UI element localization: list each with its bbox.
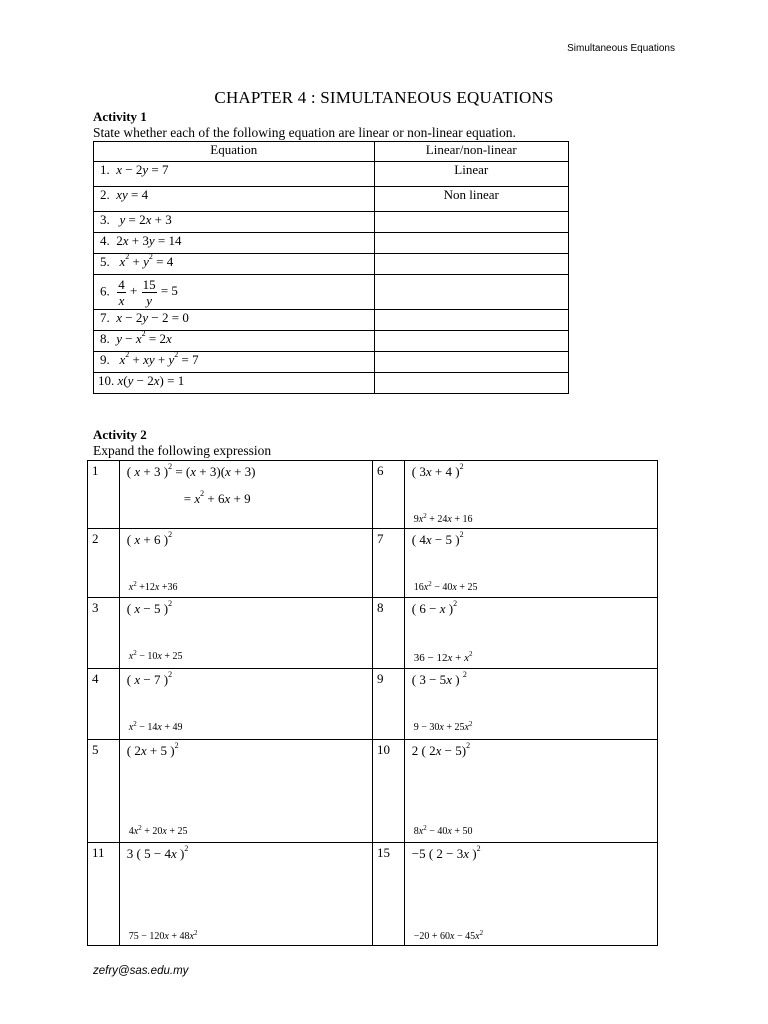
equation: $x^2 + y^2 = 4$ <box>119 252 174 269</box>
answer: $x^2 - 10x + 25$ <box>128 649 183 662</box>
table-row <box>88 461 658 529</box>
activity-1-table <box>93 141 569 394</box>
row-number: 7. <box>100 310 110 325</box>
work-cell[interactable] <box>119 529 372 598</box>
question: ( 4x − 5 )$^2$ <box>411 530 464 547</box>
question: 2 ( 2x − 5)$^2$ <box>411 741 471 758</box>
activity-2-instruction: Expand the following expression <box>93 443 272 458</box>
item-number: 2 <box>88 529 120 598</box>
table-row <box>94 275 569 310</box>
answer: $9x^2 + 24x + 16$ <box>413 512 473 525</box>
table-row <box>94 373 569 394</box>
work-cell[interactable] <box>404 598 657 669</box>
table-row <box>88 669 658 740</box>
item-number: 9 <box>372 669 404 740</box>
question: ( x + 6 )$^2$ <box>126 530 173 547</box>
answer-cell[interactable] <box>374 352 568 373</box>
running-header: Simultaneous Equations <box>567 43 675 54</box>
activity-1-heading: Activity 1 <box>93 109 147 124</box>
answer-cell[interactable] <box>374 275 568 310</box>
table-row <box>88 843 658 946</box>
table-row <box>94 187 569 212</box>
equation: x − 2y = 7 <box>116 162 169 177</box>
equation: $y - x^2 = 2x$ <box>116 329 172 346</box>
activity-2-heading: Activity 2 <box>93 427 147 442</box>
equation: y = 2x + 3 <box>119 212 172 227</box>
answer: $-20 + 60x - 45x^2$ <box>413 929 484 942</box>
equation: x(y − 2x) = 1 <box>117 373 185 388</box>
question: ( x − 7 )$^2$ <box>126 670 173 687</box>
work-cell <box>119 461 372 529</box>
answer-cell: Linear <box>374 162 568 187</box>
answer-cell[interactable] <box>374 212 568 233</box>
question: −5 ( 2 − 3x )$^2$ <box>411 844 481 861</box>
equation: xy = 4 <box>116 187 149 202</box>
item-number: 4 <box>88 669 120 740</box>
table-row <box>94 310 569 331</box>
work-cell[interactable] <box>119 740 372 843</box>
question: ( 2x + 5 )$^2$ <box>126 741 179 758</box>
question: ( x + 3 )$^2$ = (x + 3)(x + 3) <box>126 462 256 479</box>
row-number: 5. <box>100 254 110 269</box>
work-cell[interactable] <box>404 669 657 740</box>
work-cell[interactable] <box>404 740 657 843</box>
row-number: 3. <box>100 212 110 227</box>
column-header-classification: Linear/non-linear <box>374 142 568 162</box>
answer: $x^2 +12x +36$ <box>128 580 178 593</box>
table-row <box>88 598 658 669</box>
table-row <box>88 740 658 843</box>
table-row <box>94 331 569 352</box>
question: ( 3 − 5x ) $^2$ <box>411 670 467 687</box>
answer: $75 - 120x + 48x^2$ <box>128 929 198 942</box>
question: ( 6 − x )$^2$ <box>411 599 458 616</box>
equation: x − 2y − 2 = 0 <box>116 310 189 325</box>
answer-cell: Non linear <box>374 187 568 212</box>
answer: $x^2 - 14x + 49$ <box>128 720 183 733</box>
item-number: 1 <box>88 461 120 529</box>
activity-2-table <box>87 460 658 946</box>
item-number: 11 <box>88 843 120 946</box>
table-row <box>94 254 569 275</box>
table-row <box>94 212 569 233</box>
table-row <box>94 162 569 187</box>
row-number: 6. <box>100 282 110 298</box>
answer: $9 - 30x + 25x^2$ <box>413 720 473 733</box>
table-row <box>94 233 569 254</box>
item-number: 6 <box>372 461 404 529</box>
work-cell[interactable] <box>119 598 372 669</box>
activity-1-instruction: State whether each of the following equation are linear or non-linear equation. <box>93 125 516 140</box>
item-number: 3 <box>88 598 120 669</box>
item-number: 7 <box>372 529 404 598</box>
answer: $36 - 12x + x^2$ <box>413 650 473 664</box>
question: 3 ( 5 − 4x )$^2$ <box>126 844 189 861</box>
chapter-title: CHAPTER 4 : SIMULTANEOUS EQUATIONS <box>214 88 554 107</box>
equation: 2x + 3y = 14 <box>116 233 182 248</box>
answer: $4x^2 + 20x + 25$ <box>128 824 188 837</box>
question: ( x − 5 )$^2$ <box>126 599 173 616</box>
answer: $8x^2 - 40x + 50$ <box>413 824 473 837</box>
row-number: 4. <box>100 233 110 248</box>
row-number: 8. <box>100 331 110 346</box>
question: ( 3x + 4 )$^2$ <box>411 462 464 479</box>
work-cell[interactable] <box>404 529 657 598</box>
work-cell[interactable] <box>404 843 657 946</box>
answer: $16x^2 - 40x + 25$ <box>413 580 478 593</box>
item-number: 5 <box>88 740 120 843</box>
work-cell[interactable] <box>119 843 372 946</box>
worked-answer: = $x^2 + 6x + 9$ <box>183 489 251 506</box>
work-cell[interactable] <box>404 461 657 529</box>
answer-cell[interactable] <box>374 310 568 331</box>
row-number: 2. <box>100 187 110 202</box>
answer-cell[interactable] <box>374 233 568 254</box>
row-number: 1. <box>100 162 110 177</box>
answer-cell[interactable] <box>374 373 568 394</box>
table-row <box>94 352 569 373</box>
footer-email: zefry@sas.edu.my <box>93 965 189 977</box>
item-number: 8 <box>372 598 404 669</box>
equation: $x^2$ + xy + $y^2 = 7$ <box>119 350 199 367</box>
row-number: 9. <box>100 352 110 367</box>
column-header-equation: Equation <box>94 142 375 162</box>
equation: $\frac{4}{x}$ + $\frac{15}{y}$ = 5 <box>118 276 178 308</box>
row-number: 10. <box>98 373 115 388</box>
table-row <box>88 529 658 598</box>
item-number: 10 <box>372 740 404 843</box>
answer-cell[interactable] <box>374 331 568 352</box>
answer-cell[interactable] <box>374 254 568 275</box>
work-cell[interactable] <box>119 669 372 740</box>
item-number: 15 <box>372 843 404 946</box>
